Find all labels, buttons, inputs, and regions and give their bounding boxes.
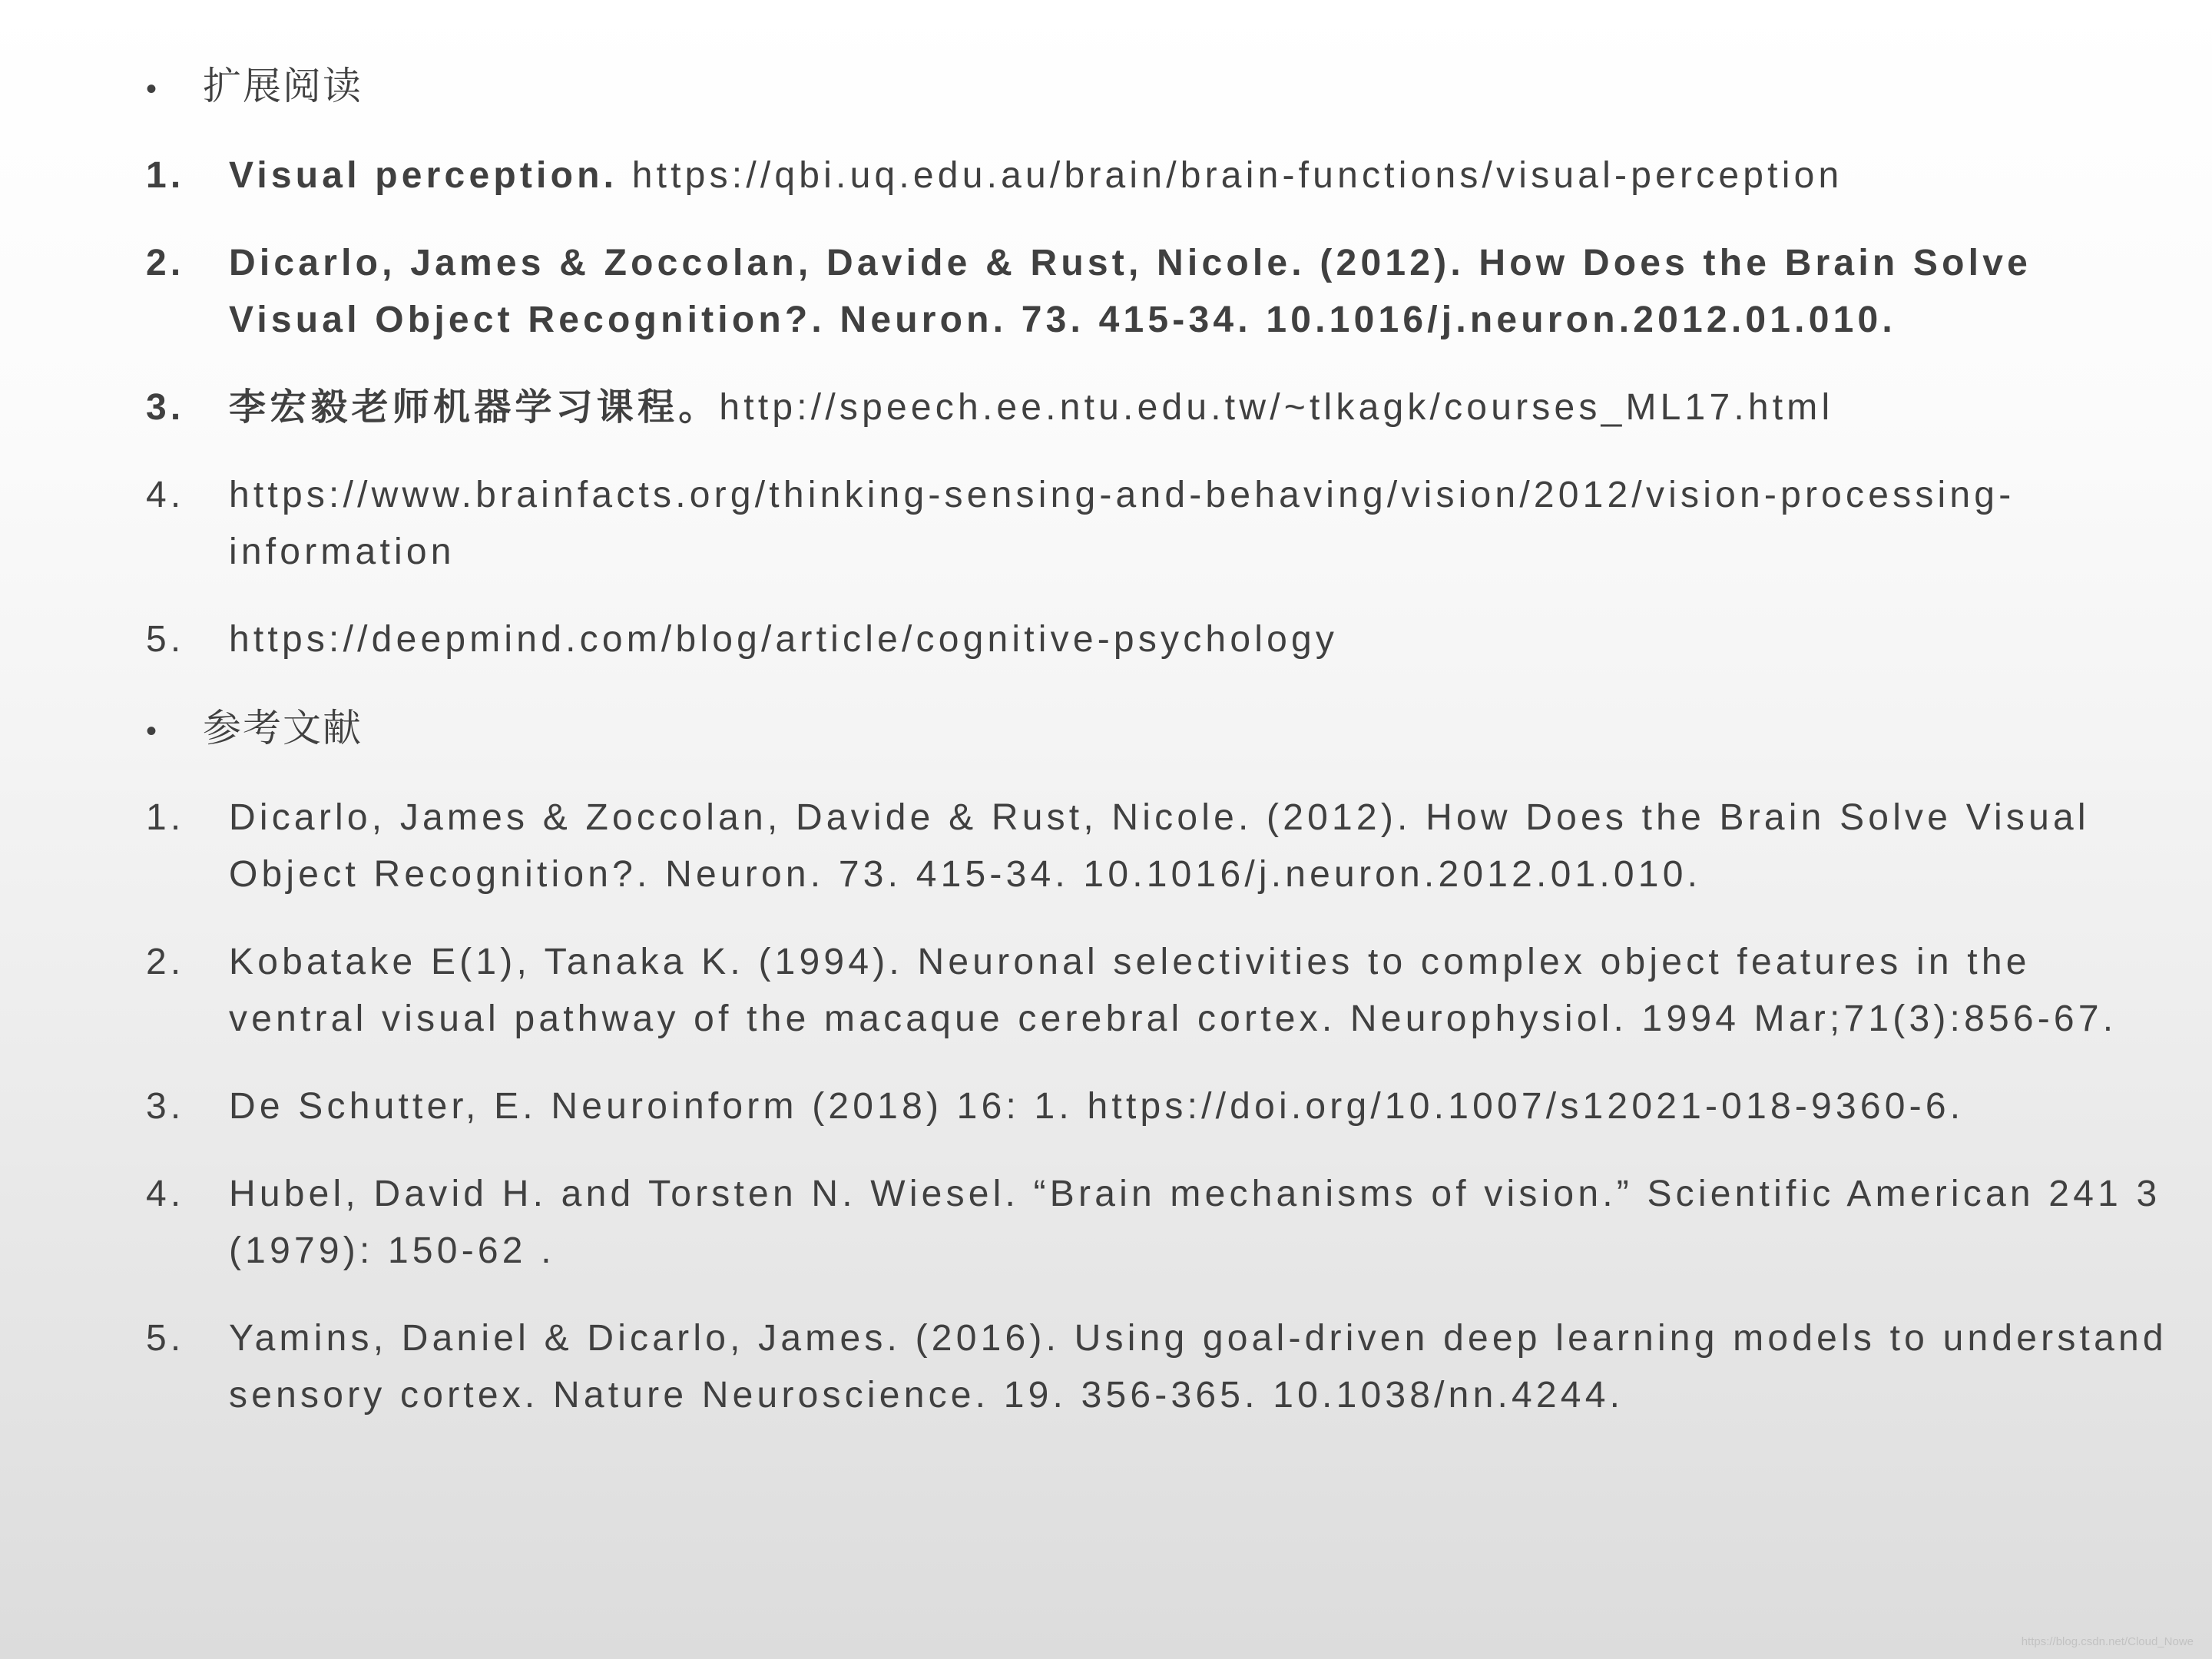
reference-item-5 — [146, 1310, 2174, 1424]
reference-item-1 — [146, 790, 2174, 903]
item-text: Yamins, Daniel & Dicarlo, James. (2016). Using goal-driven deep learning models to understand sensory cortex. Nature Neuroscience. 19. 356-365. 10.1038/nn.4244. — [229, 1318, 2167, 1416]
item-number: 3. — [146, 387, 185, 428]
watermark: https://blog.csdn.net/Cloud_Nowe — [2021, 1635, 2194, 1648]
ext-reading-item-3 — [146, 379, 2174, 436]
item-bold-title: Visual perception. — [229, 155, 632, 196]
ext-reading-heading — [146, 60, 2174, 115]
references-list — [146, 790, 2174, 1424]
item-number: 3. — [146, 1086, 185, 1127]
item-link[interactable]: http://speech.ee.ntu.edu.tw/~tlkagk/courses_ML17.html — [719, 387, 1834, 428]
item-text: Hubel, David H. and Torsten N. Wiesel. “Brain mechanisms of vision.” Scientific American 241 3 (1979): 150-62 . — [229, 1174, 2161, 1271]
ext-reading-item-5 — [146, 611, 2174, 668]
item-body — [229, 379, 2174, 436]
item-body — [229, 147, 2174, 204]
ext-reading-item-1 — [146, 147, 2174, 204]
item-bold-title: Dicarlo, James & Zoccolan, Davide & Rust, Nicole. (2012). How Does the Brain Solve Visual Object Recognition?. Neuron. 73. 415-34. 10.1016/j.neuron.2012.01.010. — [229, 243, 2032, 340]
references-heading-text: 参考文献 — [203, 707, 363, 750]
ext-reading-item-4 — [146, 467, 2174, 581]
ext-reading-list — [146, 147, 2174, 668]
item-link[interactable]: https://qbi.uq.edu.au/brain/brain-functions/visual-perception — [631, 155, 1843, 196]
references-heading — [146, 702, 2174, 757]
item-number: 1. — [146, 797, 185, 838]
item-number: 5. — [146, 1318, 185, 1359]
item-text: Kobatake E(1), Tanaka K. (1994). Neuronal selectivities to complex object features in the ventral visual pathway of the macaque cerebral cortex. Neurophysiol. 1994 Mar;71(3):856-67. — [229, 942, 2118, 1039]
item-number: 2. — [146, 942, 185, 982]
slide-content — [146, 60, 2174, 1458]
item-bold-title: 李宏毅老师机器学习课程。 — [229, 387, 720, 428]
item-number: 4. — [146, 1174, 185, 1214]
item-number: 1. — [146, 155, 185, 196]
item-link[interactable]: https://www.brainfacts.org/thinking-sensing-and-behaving/vision/2012/vision-processing-information — [229, 475, 2015, 572]
item-text: De Schutter, E. Neuroinform (2018) 16: 1. https://doi.org/10.1007/s12021-018-9360-6. — [229, 1086, 1965, 1127]
reference-item-3 — [146, 1078, 2174, 1135]
reference-item-4 — [146, 1166, 2174, 1280]
bullet-icon: • — [146, 714, 159, 748]
ext-reading-heading-text: 扩展阅读 — [203, 65, 363, 108]
item-link[interactable]: https://deepmind.com/blog/article/cognitive-psychology — [229, 619, 1339, 660]
item-number: 5. — [146, 619, 185, 660]
item-text: Dicarlo, James & Zoccolan, Davide & Rust, Nicole. (2012). How Does the Brain Solve Visual Object Recognition?. Neuron. 73. 415-34. 10.1016/j.neuron.2012.01.010. — [229, 797, 2090, 895]
item-number: 2. — [146, 243, 185, 283]
bullet-icon: • — [146, 72, 159, 106]
item-number: 4. — [146, 475, 185, 515]
reference-item-2 — [146, 934, 2174, 1048]
ext-reading-item-2 — [146, 235, 2174, 349]
